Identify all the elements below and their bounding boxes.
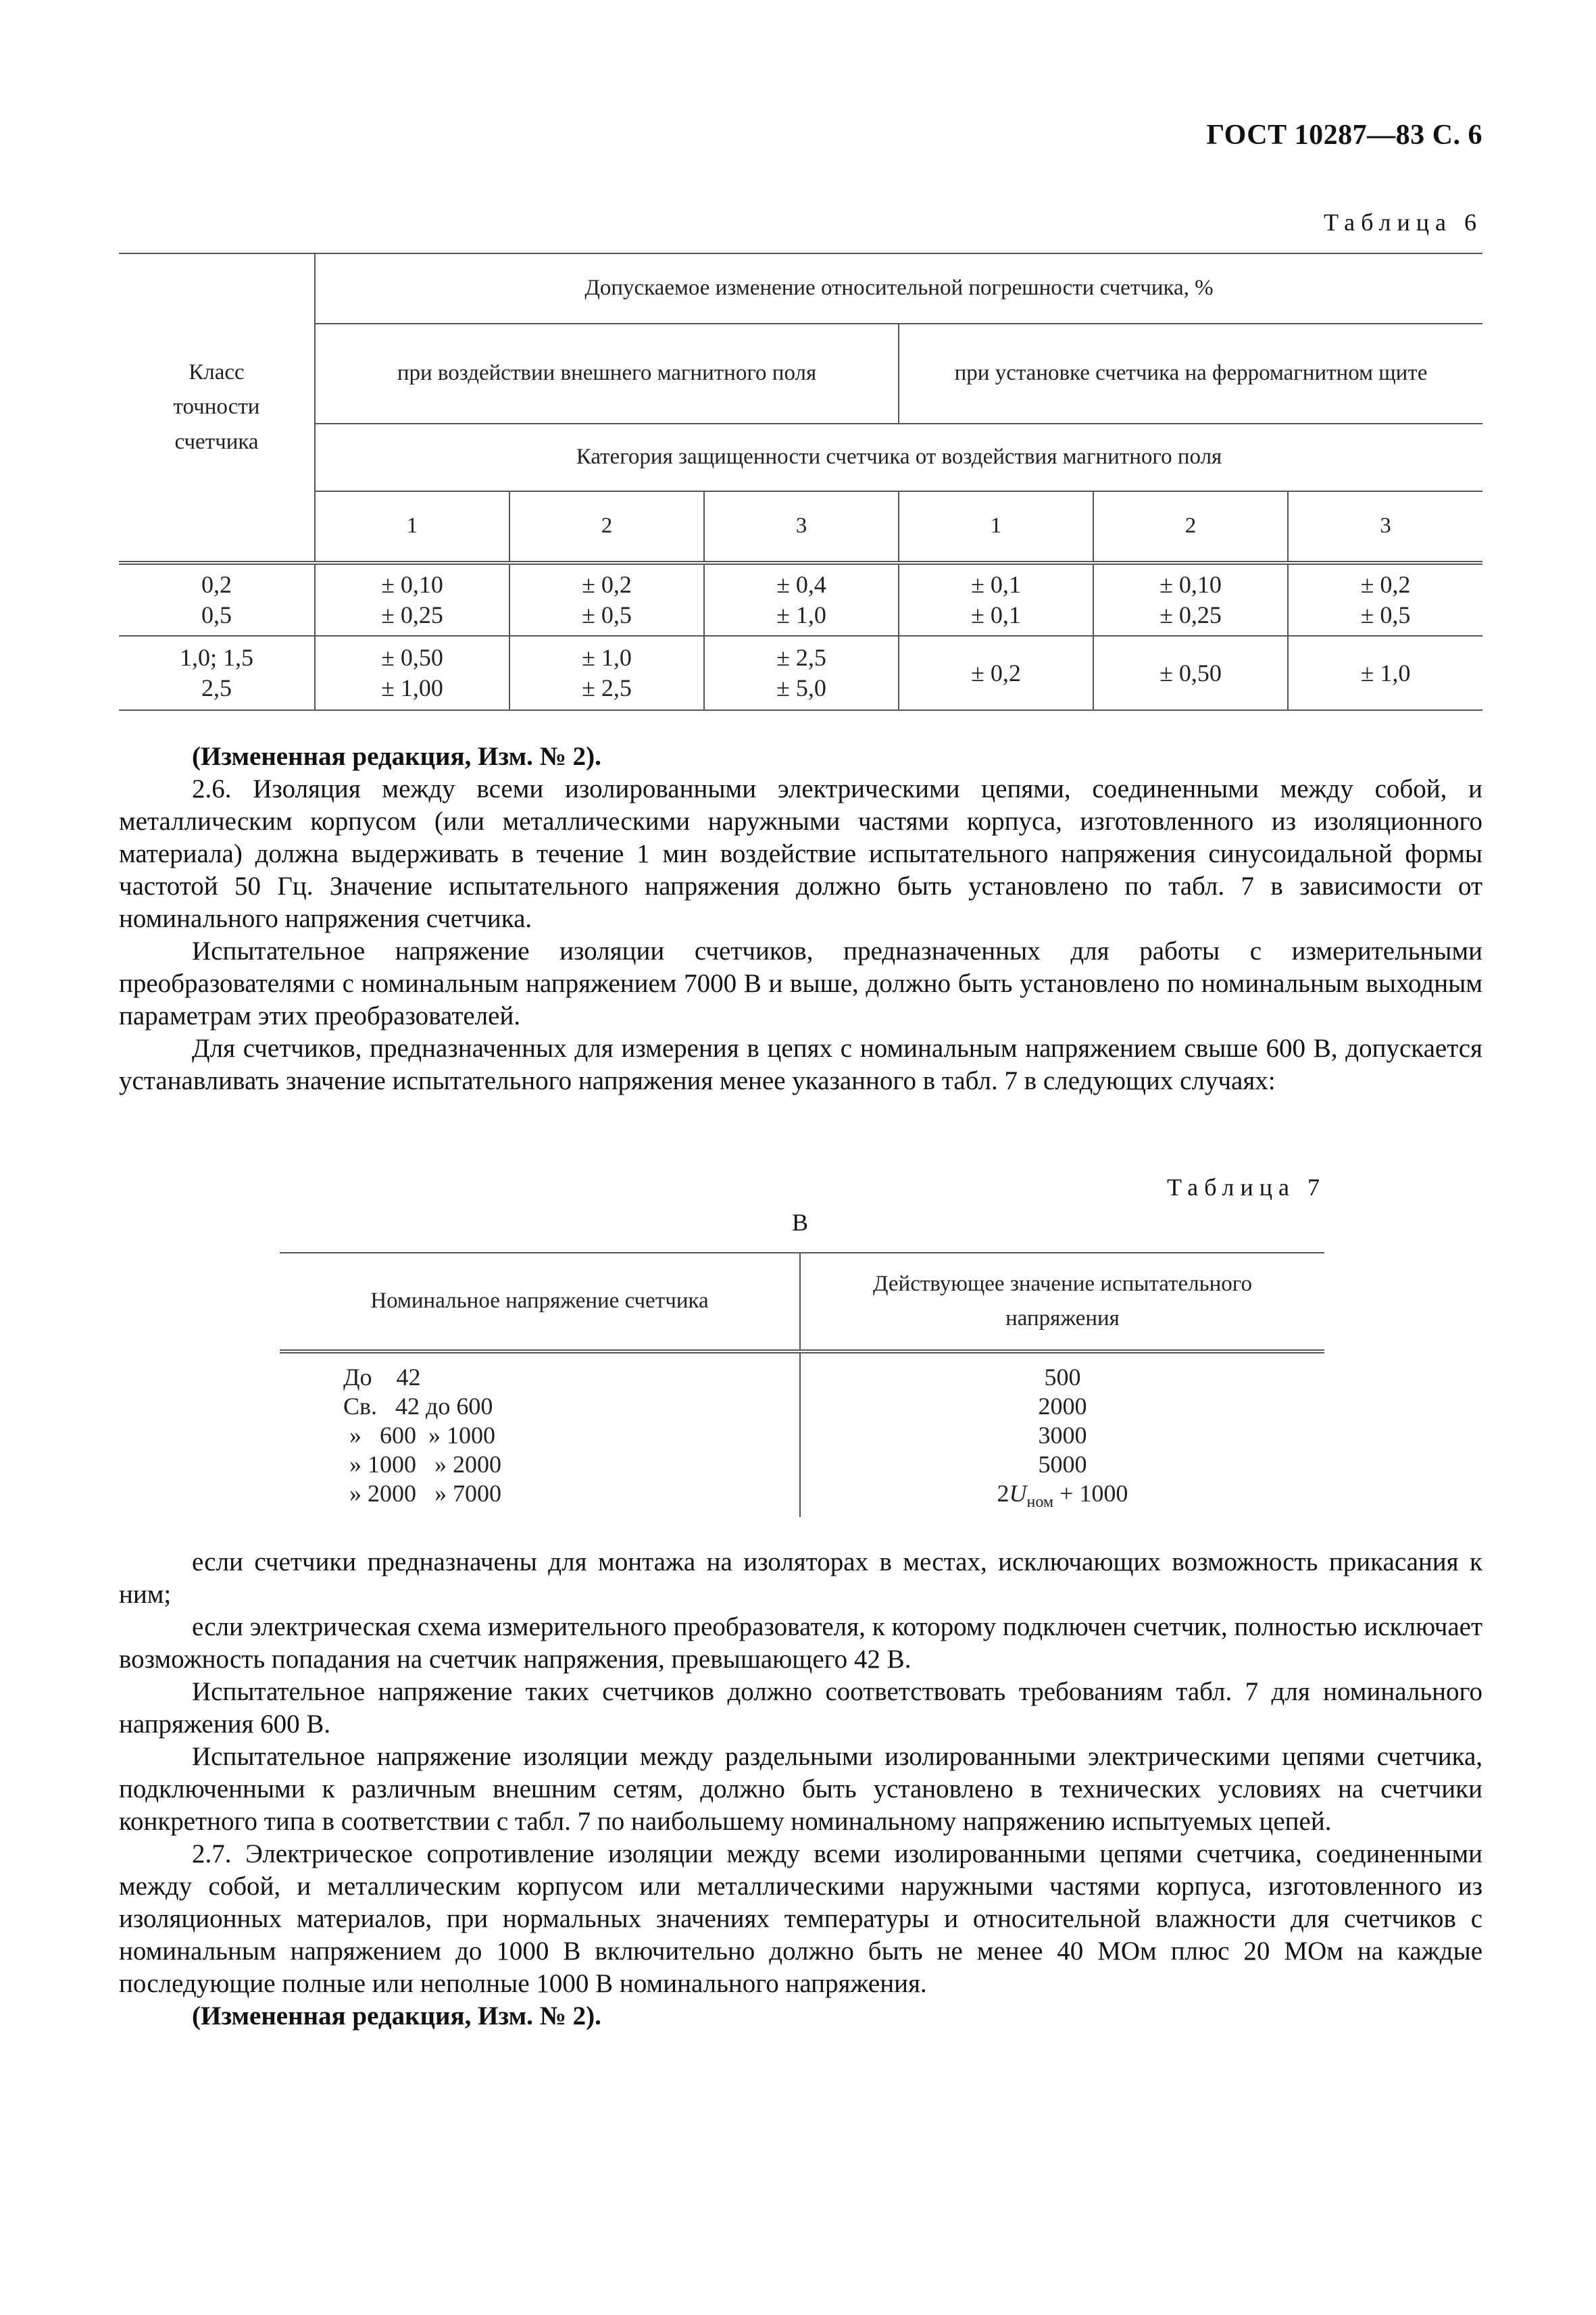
nominal-voltage-list: До 42 Св. 42 до 600 » 600 » 1000 » 1000 » 2000 » 2000 » 7000 (343, 1364, 501, 1507)
ext-field-header: при воздействии внешнего магнитного поля (315, 324, 899, 424)
table-7 (280, 1252, 1324, 1517)
table7-label: Таблица 7 (1167, 1174, 1326, 1201)
subcol: 2 (1093, 491, 1288, 563)
value-cell: ± 1,0 (1288, 636, 1482, 710)
table7-unit: В (792, 1209, 809, 1236)
t7-header-test: Действующее значение испытательного напряжения (800, 1253, 1324, 1351)
value-cell: ± 2,5 ± 5,0 (704, 636, 899, 710)
table-row (119, 563, 1482, 636)
class-header: Класс точности счетчика (119, 253, 315, 563)
table6-label: Таблица 6 (1324, 209, 1482, 236)
formula-value: $2U_{ном} + 1000$ (997, 1480, 1128, 1512)
value-cell: ± 0,10 ± 0,25 (1093, 563, 1288, 636)
value-cell: ± 0,2 ± 0,5 (509, 563, 704, 636)
subcol: 1 (315, 491, 509, 563)
paragraph-600-req: Испытательное напряжение таких счетчиков должно соответствовать требованиям табл. 7 для номинального напряжения 600 В. (119, 1677, 1482, 1739)
value-cell: ± 0,2 ± 0,5 (1288, 563, 1482, 636)
allowed-change-header: Допускаемое изменение относительной погрешности счетчика, % (315, 253, 1482, 324)
table-6 (119, 253, 1482, 711)
subcol: 2 (509, 491, 704, 563)
amendment-note: (Измененная редакция, Изм. № 2). (192, 742, 601, 771)
ferro-header: при установке счетчика на ферромагнитном щите (899, 324, 1482, 424)
value-cell: ± 1,0 ± 2,5 (509, 636, 704, 710)
subcol-row (119, 491, 1482, 563)
amendment-note: (Измененная редакция, Изм. № 2). (192, 2001, 601, 2031)
section-cases (119, 1546, 1482, 2033)
paragraph-case-1: если счетчики предназначены для монтажа на изоляторах в местах, исключающих возможность прикасания к ним; (119, 1547, 1482, 1609)
table-row (119, 636, 1482, 710)
subcol: 3 (1288, 491, 1482, 563)
value-cell: ± 0,10 ± 0,25 (315, 563, 509, 636)
paragraph-2-7: 2.7. Электрическое сопротивление изоляции между всеми изолированными цепями счетчика, соединенными между собой, и металлическим корпусом или металлическими наружными частями корпуса, изготовленного из изоляционных материалов, при нормальных значениях температуры и относительной влажности для счетчиков с номинальным напряжением до 1000 В включительно должно быть не менее 40 МОм плюс 20 МОм на каждые последующие полные или неполные 1000 В номинального напряжения. (119, 1839, 1482, 1998)
page-header: ГОСТ 10287—83 С. 6 (1206, 120, 1482, 151)
paragraph-case-2: если электрическая схема измерительного преобразователя, к которому подключен счетчик, полностью исключает возможность попадания на счетчик напряжения, превышающего 42 В. (119, 1612, 1482, 1674)
value-cell: ± 0,2 (899, 636, 1093, 710)
value-cell: ± 0,50 (1093, 636, 1288, 710)
paragraph-separate-circuits: Испытательное напряжение изоляции между раздельными изолированными электрическими цепями счетчика, подключенными к различным внешним сетям, должно быть установлено в технических условиях на счетчики конкретного типа в соответствии с табл. 7 по наибольшему номинальному напряжению испытуемых цепей. (119, 1742, 1482, 1836)
paragraph-over-600: Для счетчиков, предназначенных для измерения в цепях с номинальным напряжением свыше 600 В, допускается устанавливать значение испытательного напряжения менее указанного в табл. 7 в следующих случаях: (119, 1034, 1482, 1095)
t7-header-nominal: Номинальное напряжение счетчика (280, 1253, 800, 1351)
value-cell: ± 0,50 ± 1,00 (315, 636, 509, 710)
section-2-6 (119, 741, 1482, 1097)
paragraph-2-6: 2.6. Изоляция между всеми изолированными электрическими цепями, соединенными между собой, и металлическим корпусом (или металлическими наружными частями корпуса, изготовленного из изоляционного материала) должна выдерживать в течение 1 мин воздействие испытательного напряжения синусоидальной формы частотой 50 Гц. Значение испытательного напряжения должно быть установлено по табл. 7 в зависимости от номинального напряжения счетчика. (119, 774, 1482, 933)
paragraph-test-voltage: Испытательное напряжение изоляции счетчиков, предназначенных для работы с измерительными преобразователями с номинальным напряжением 7000 В и выше, должно быть установлено по номинальным выходным параметрам этих преобразователей. (119, 937, 1482, 1030)
test-voltage-list: 500 2000 3000 5000 $2U_{ном} + 1000$ (800, 1351, 1324, 1517)
subcol: 1 (899, 491, 1093, 563)
subcol: 3 (704, 491, 899, 563)
category-header: Категория защищенности счетчика от воздействия магнитного поля (315, 424, 1482, 491)
value-cell: ± 0,1 ± 0,1 (899, 563, 1093, 636)
class-cell: 0,2 0,5 (119, 563, 315, 636)
value-cell: ± 0,4 ± 1,0 (704, 563, 899, 636)
class-cell: 1,0; 1,5 2,5 (119, 636, 315, 710)
